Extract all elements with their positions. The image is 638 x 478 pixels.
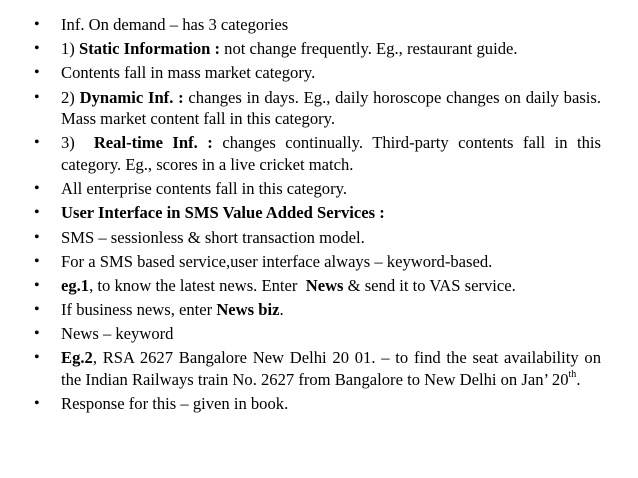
bullet-item: • All enterprise contents fall in this category. xyxy=(34,179,347,199)
bullet-dot-icon: • xyxy=(34,349,40,367)
bullet-dot-icon: • xyxy=(34,276,40,294)
bullet-item-heading xyxy=(0,202,601,224)
superscript: th xyxy=(568,368,577,380)
bullet-dot-icon: • xyxy=(34,395,40,413)
bullet-item: • Eg.2, RSA 2627 Bangalore New Delhi 20 01. – to find the seat availability on the Indian Railways train No. 2627 from Bangalore to New Delhi on Jan’ 20th. xyxy=(34,348,601,390)
bold-term: Eg.2 xyxy=(61,348,93,368)
bullet-list xyxy=(0,14,638,417)
bullet-dot-icon: • xyxy=(34,204,40,222)
section-heading: User Interface in SMS Value Added Services : xyxy=(61,203,385,223)
bullet-item: • News – keyword xyxy=(34,324,174,344)
bullet-dot-icon: • xyxy=(34,325,40,343)
bullet-dot-icon: • xyxy=(34,301,40,319)
bold-term: eg.1 xyxy=(61,275,90,295)
bullet-item: • If business news, enter News biz. xyxy=(34,300,284,320)
bullet-item: • Response for this – given in book. xyxy=(34,394,289,414)
bullet-item: • SMS – sessionless & short transaction model. xyxy=(34,227,365,247)
bullet-item: • 2) Dynamic Inf. : changes in days. Eg., daily horoscope changes on daily basis. Mass market content fall in this category. xyxy=(34,87,601,129)
bullet-dot-icon: • xyxy=(34,134,40,152)
bullet-dot-icon: • xyxy=(34,64,40,82)
bullet-item: • Inf. On demand – has 3 categories xyxy=(34,15,289,34)
bullet-dot-icon: • xyxy=(34,252,40,270)
bold-term: Static Information : xyxy=(78,39,221,59)
bold-term: Dynamic Inf. : xyxy=(79,87,184,107)
bullet-dot-icon: • xyxy=(34,40,40,58)
bullet-dot-icon: • xyxy=(34,88,40,106)
bullet-item: • 3) Real-time Inf. : changes continually. Third-party contents fall in this category. Eg., scores in a live cricket match. xyxy=(34,133,601,174)
bullet-dot-icon: • xyxy=(34,16,40,33)
bullet-item: • 1) Static Information : not change frequently. Eg., restaurant guide. xyxy=(34,39,518,59)
bullet-dot-icon: • xyxy=(34,228,40,246)
bold-term: News biz xyxy=(216,300,280,320)
bullet-dot-icon: • xyxy=(34,180,40,198)
bold-term: News xyxy=(305,275,344,295)
bullet-item: • For a SMS based service,user interface always – keyword-based. xyxy=(34,251,493,271)
bold-term: Real-time Inf. : xyxy=(93,133,213,153)
bullet-item: • Contents fall in mass market category. xyxy=(34,63,316,83)
bullet-item: • eg.1, to know the latest news. Enter News & send it to VAS service. xyxy=(34,275,516,295)
